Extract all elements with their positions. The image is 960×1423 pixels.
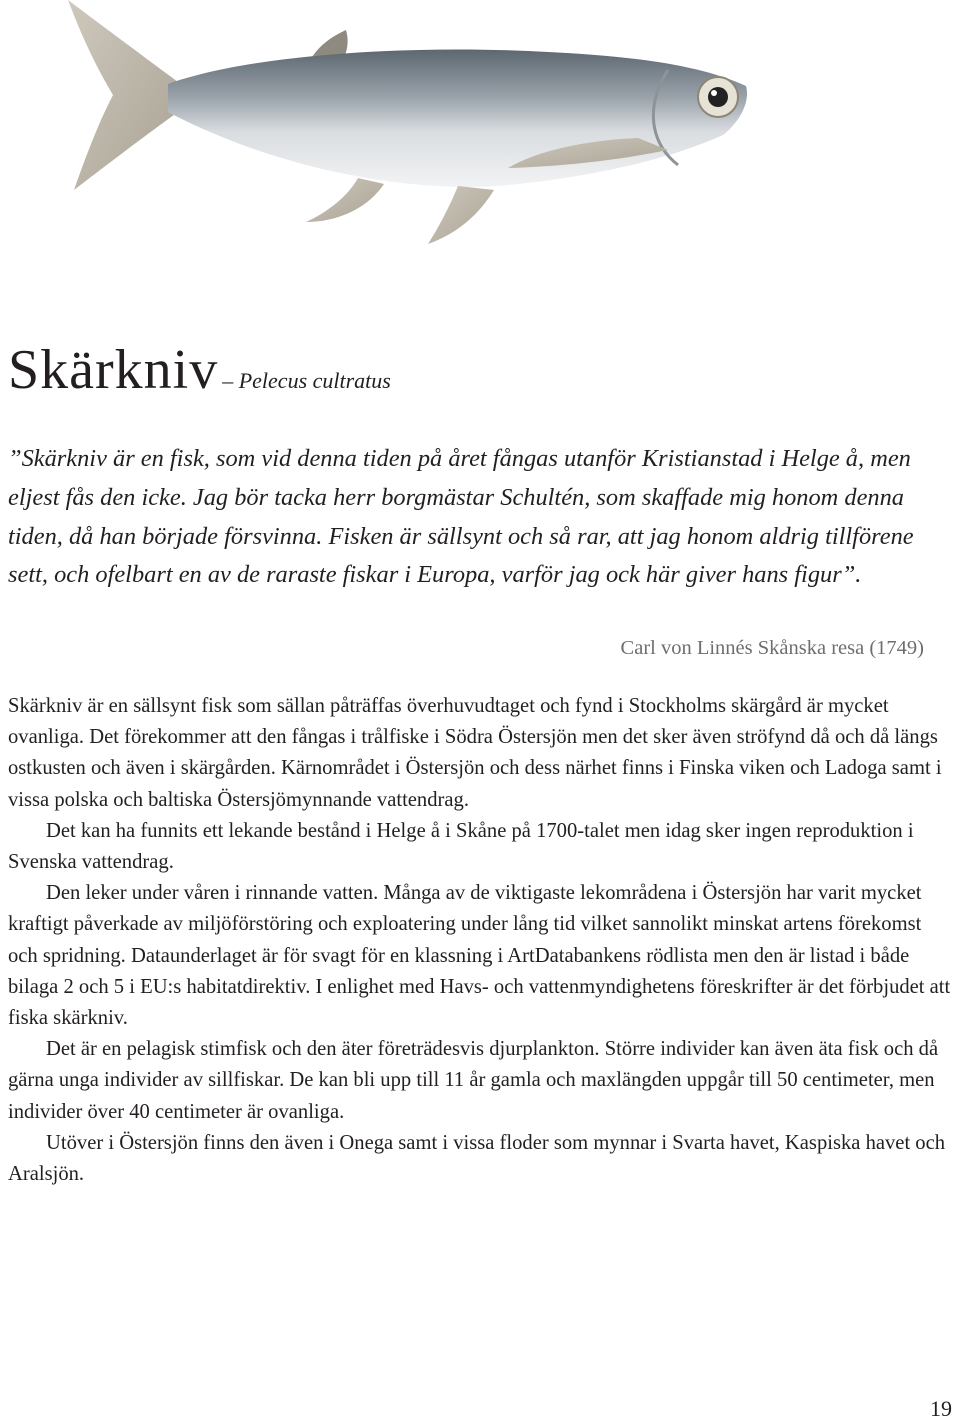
- paragraph: Skärkniv är en sällsynt fisk som sällan påträffas överhuvudtaget och fynd i Stockholms skärgård är mycket ovanliga. Det förekommer att den fångas i trålfiske i Södra Östersjön men det sker även ströfynd då och då längs ostkusten och även i skärgården. Kärnområdet i Östersjön och dess närhet finns i Finska viken och Ladoga samt i vissa polska och baltiska Östersjömynnande vattendrag.: [8, 695, 942, 811]
- fish-illustration: [28, 0, 748, 270]
- body-text: [8, 691, 953, 1190]
- paragraph: Det är en pelagisk stimfisk och den äter företrädesvis djurplankton. Större individer kan även äta fisk och då gärna unga individer av sillfiskar. De kan bli upp till 11 år gamla och maxlängden uppgår till 50 centimeter, men individer över 40 centimeter är ovanliga.: [8, 1038, 939, 1123]
- paragraph: Utöver i Östersjön finns den även i Onega samt i vissa floder som mynnar i Svarta havet, Kaspiska havet och Aralsjön.: [8, 1131, 946, 1186]
- species-heading: [8, 338, 391, 402]
- species-name: Skärkniv: [8, 339, 219, 401]
- page-number: 19: [930, 1396, 952, 1421]
- paragraph: Det kan ha funnits ett lekande bestånd i Helge å i Skåne på 1700-talet men idag sker ingen reproduktion i Svenska vattendrag.: [8, 819, 914, 874]
- linnaeus-quote: ”Skärkniv är en fisk, som vid denna tiden på året fångas utanför Kristianstad i Helge å, men eljest fås den icke. Jag bör tacka herr borgmästar Schultén, som skaffade mig honom denna tiden, då han började försvinna. Fisken är sällsynt och så rar, att jag honom aldrig tillförene sett, och ofelbart en av de raraste fiskar i Europa, varför jag ock här giver hans figur”.: [8, 445, 914, 589]
- scientific-name: – Pelecus cultratus: [222, 368, 391, 393]
- quote-source: Carl von Linnés Skånska resa (1749): [620, 637, 924, 659]
- paragraph: Den leker under våren i rinnande vatten. Många av de viktigaste lekområdena i Östersjön har varit mycket kraftigt påverkade av miljöförstöring och exploatering under lång tid vilket sannolikt minskat artens förekomst och spridning. Dataunderlaget är för svagt för en klassning i ArtDatabankens rödlista men den är listad i både bilaga 2 och 5 i EU:s habitatdirektiv. I enlighet med Havs- och vattenmyndighetens föreskrifter är det förbjudet att fiska skärkniv.: [8, 882, 951, 1030]
